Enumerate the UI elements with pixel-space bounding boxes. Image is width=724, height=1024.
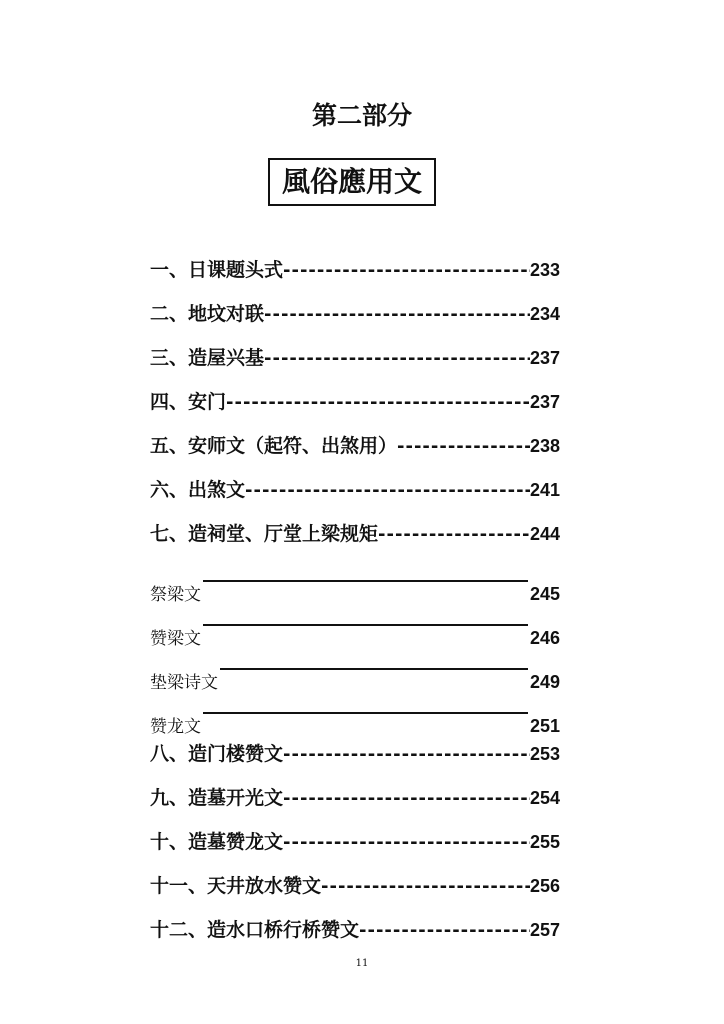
toc-leader: [378, 513, 530, 557]
toc-entry[interactable]: [150, 908, 560, 952]
toc-leader: [283, 777, 530, 821]
toc-subentry-label: 赞梁文: [150, 629, 201, 649]
toc-entry-page: 253: [529, 744, 560, 764]
toc-subentry[interactable]: [150, 644, 560, 693]
toc-entry-page: 244: [529, 524, 560, 544]
toc-subentry[interactable]: [150, 556, 560, 605]
toc-leader: [283, 249, 530, 293]
toc-entry-page: 254: [529, 788, 560, 808]
toc-subentry[interactable]: [150, 688, 560, 737]
toc-leader: [264, 337, 530, 381]
toc-entry-page: 238: [529, 436, 560, 456]
toc-entry[interactable]: [150, 380, 560, 424]
toc-entry-label: 二、地坟对联: [150, 303, 265, 325]
page-number: 11: [355, 958, 369, 969]
toc-subentry-label: 祭梁文: [150, 585, 201, 605]
toc-leader-line: [201, 600, 530, 644]
toc-entry-label: 一、日课题头式: [150, 259, 284, 281]
toc-entry-page: 233: [529, 260, 560, 280]
toc-entry-label: 十一、天井放水赞文: [150, 875, 322, 897]
toc-leader: [226, 381, 530, 425]
toc-entry-label: 九、造墓开光文: [150, 787, 284, 809]
section-title-box: 風俗應用文: [268, 158, 436, 206]
toc-entry[interactable]: [150, 864, 560, 908]
toc-entry-page: 241: [529, 480, 560, 500]
part-title: 第二部分: [311, 101, 412, 130]
table-of-contents: [150, 248, 560, 952]
toc-entry-label: 五、安师文（起符、出煞用）: [150, 435, 398, 457]
toc-entry[interactable]: [150, 424, 560, 468]
toc-subentry[interactable]: [150, 600, 560, 649]
toc-leader: [245, 469, 530, 513]
toc-leader: [283, 733, 530, 777]
toc-entry[interactable]: [150, 468, 560, 512]
toc-entry[interactable]: [150, 820, 560, 864]
toc-leader: [283, 821, 530, 865]
toc-entry-label: 十二、造水口桥行桥赞文: [150, 919, 360, 941]
toc-leader-line: [201, 688, 530, 732]
toc-entry[interactable]: [150, 732, 560, 776]
toc-leader: [264, 293, 530, 337]
toc-subentry-label: 赞龙文: [150, 717, 201, 737]
toc-entry-page: 237: [529, 392, 560, 412]
toc-entry-label: 四、安门: [150, 391, 227, 413]
toc-entry-page: 257: [529, 920, 560, 940]
toc-entry[interactable]: [150, 776, 560, 820]
toc-subentry-page: 249: [529, 672, 560, 692]
toc-subentry-page: 245: [529, 584, 560, 604]
toc-subentry-page: 251: [529, 716, 560, 736]
toc-entry-label: 十、造墓赞龙文: [150, 831, 284, 853]
toc-entry-label: 七、造祠堂、厅堂上梁规矩: [150, 523, 379, 545]
toc-leader: [359, 909, 530, 953]
toc-entry-label: 六、出煞文: [150, 479, 246, 501]
toc-entry[interactable]: [150, 512, 560, 556]
toc-entry-page: 255: [529, 832, 560, 852]
toc-entry-label: 八、造门楼赞文: [150, 743, 284, 765]
toc-entry[interactable]: [150, 336, 560, 380]
toc-leader-line: [201, 556, 530, 600]
toc-entry-page: 234: [529, 304, 560, 324]
toc-entry[interactable]: [150, 292, 560, 336]
toc-entry[interactable]: [150, 248, 560, 292]
toc-entry-page: 237: [529, 348, 560, 368]
toc-subentry-page: 246: [529, 628, 560, 648]
toc-subentry-label: 垫梁诗文: [150, 673, 218, 693]
toc-entry-page: 256: [529, 876, 560, 896]
toc-leader: [321, 865, 530, 909]
toc-entry-label: 三、造屋兴基: [150, 347, 265, 369]
toc-leader-line: [218, 644, 530, 688]
toc-leader: [397, 425, 530, 469]
